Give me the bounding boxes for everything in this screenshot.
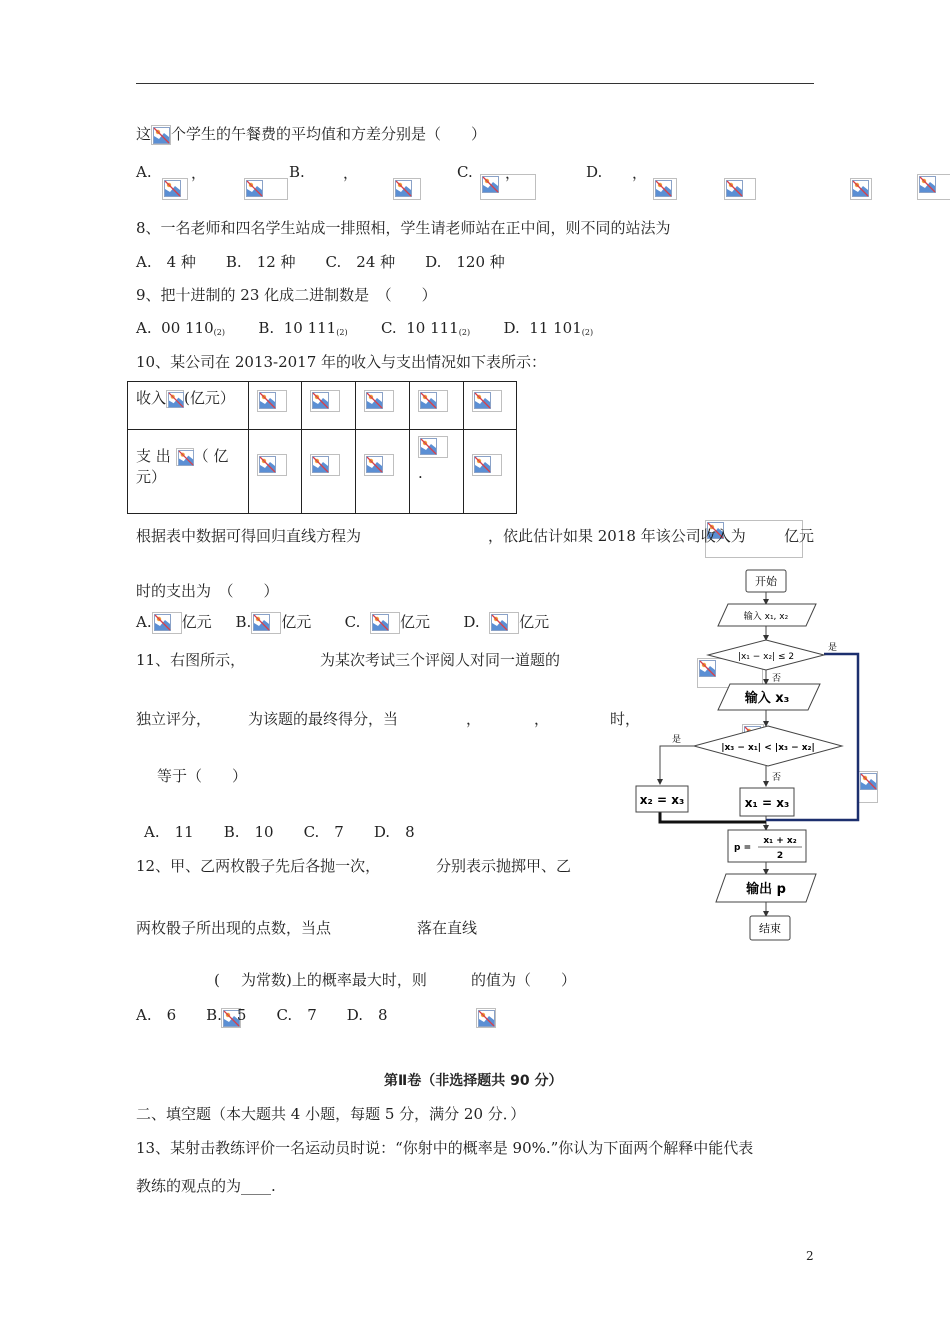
image-placeholder-icon: [366, 392, 383, 409]
table-row-label: 收入 (亿元）: [128, 382, 249, 430]
flow-no-label: 否: [772, 674, 782, 684]
image-placeholder-icon: [153, 127, 170, 144]
formula-image: [472, 390, 502, 412]
q12-options: A. 6 B. 5 C. 7 D. 8: [136, 1006, 388, 1024]
table-cell: .: [410, 430, 464, 514]
q12-line1: 12、甲、乙两枚骰子先后各抛一次，: [136, 857, 381, 875]
flow-yes-label: 是: [828, 643, 838, 653]
formula-image: [370, 612, 400, 634]
formula-image: [257, 454, 287, 476]
header-rule: [136, 83, 814, 84]
formula-image: [364, 390, 394, 412]
svg-text:是: 是: [672, 735, 682, 745]
q8-text: 8、一名老师和四名学生站成一排照相，学生请老师站在正中间，则不同的站法为: [136, 219, 671, 237]
q10-options: A. 亿元 B. 亿元 C. 亿元 D. 亿元: [136, 612, 549, 634]
formula-image: [310, 390, 340, 412]
table-row-label: 支 出 （ 亿 元）: [128, 430, 249, 514]
q10-line2: 时的支出为 （ ）: [136, 582, 279, 600]
q13-line2: 教练的观点的为____.: [136, 1177, 276, 1195]
svg-text:x₁ + x₂: x₁ + x₂: [763, 836, 797, 846]
formula-image: [472, 454, 502, 476]
table-cell: [356, 382, 410, 430]
image-placeholder-icon: [395, 180, 412, 197]
image-placeholder-icon: [312, 392, 329, 409]
table-cell: [464, 430, 517, 514]
formula-image: [166, 390, 184, 408]
table-cell: [302, 430, 356, 514]
table-cell: [249, 430, 302, 514]
image-placeholder-icon: [259, 456, 276, 473]
svg-text:x₂ = x₃: x₂ = x₃: [639, 793, 685, 807]
image-placeholder-icon: [474, 392, 491, 409]
formula-image: [850, 178, 872, 200]
formula-image: [489, 612, 519, 634]
formula-image: [393, 178, 421, 200]
flowchart: [630, 565, 870, 945]
image-placeholder-icon: [246, 180, 263, 197]
image-placeholder-icon: [478, 1010, 495, 1027]
table-cell: [410, 382, 464, 430]
svg-text:|x₁ − x₂| ≤ 2: |x₁ − x₂| ≤ 2: [737, 652, 795, 662]
formula-image: [152, 612, 182, 634]
formula-image: [476, 1008, 496, 1028]
q7-options: A.: [136, 163, 152, 181]
formula-image: [310, 454, 340, 476]
image-placeholder-icon: [852, 180, 869, 197]
formula-image: [364, 454, 394, 476]
income-expense-table: [127, 381, 517, 514]
image-placeholder-icon: [259, 392, 276, 409]
q12-line2: 两枚骰子所出现的点数，当点: [136, 919, 332, 937]
q10-text: 10、某公司在 2013-2017 年的收入与支出情况如下表所示：: [136, 353, 547, 371]
image-placeholder-icon: [420, 392, 437, 409]
q8-options: A. 4 种 B. 12 种 C. 24 种 D. 120 种: [136, 253, 505, 271]
svg-text:|x₃ − x₁| < |x₃ − x₂|: |x₃ − x₁| < |x₃ − x₂|: [721, 743, 815, 753]
svg-text:x₁ = x₃: x₁ = x₃: [744, 796, 790, 810]
flow-end-label: 结束: [759, 922, 781, 935]
image-placeholder-icon: [420, 438, 437, 455]
svg-text:2: 2: [776, 851, 784, 861]
table-cell: [356, 430, 410, 514]
q11-line2: 独立评分，: [136, 710, 212, 728]
image-placeholder-icon: [491, 614, 508, 631]
image-placeholder-icon: [474, 456, 491, 473]
formula-image: [418, 436, 448, 458]
q10-line1: 根据表中数据可得回归直线方程为: [136, 527, 362, 545]
formula-image: [251, 612, 281, 634]
formula-image: [176, 448, 194, 466]
svg-text:输入 x₁, x₂: 输入 x₁, x₂: [743, 612, 789, 622]
q13-line1: 13、某射击教练评价一名运动员时说：“你射中的概率是 90%.”你认为下面两个解释中能代表: [136, 1139, 754, 1157]
image-placeholder-icon: [482, 176, 499, 193]
image-placeholder-icon: [312, 456, 329, 473]
table-cell: [464, 382, 517, 430]
q9-text: 9、把十进制的 23 化成二进制数是 （ ）: [136, 286, 437, 304]
formula-image: [724, 178, 756, 200]
q7-line: 这 个学生的午餐费的平均值和方差分别是（ ）: [136, 125, 487, 143]
image-placeholder-icon: [178, 450, 194, 466]
formula-image: [257, 390, 287, 412]
formula-image: [418, 390, 448, 412]
formula-image: [653, 178, 677, 200]
image-placeholder-icon: [154, 614, 171, 631]
formula-image: [244, 178, 288, 200]
table-cell: [302, 382, 356, 430]
svg-text:p =: p =: [734, 843, 752, 853]
svg-text:输出 p: 输出 p: [746, 882, 786, 897]
table-cell: [249, 382, 302, 430]
image-placeholder-icon: [919, 176, 936, 193]
q11-line1: 11、右图所示，: [136, 651, 246, 669]
image-placeholder-icon: [366, 456, 383, 473]
page-number: 2: [806, 1249, 814, 1263]
q9-options: A. 00 $110_{(2)}$ B. 10 $111_{(2)}$ C. 10 $111_{(2)}$ D. 11 $101_{(2)}$: [136, 319, 594, 337]
image-placeholder-icon: [164, 180, 181, 197]
formula-image: [917, 174, 950, 200]
q11-options: A. 11 B. 10 C. 7 D. 8: [144, 823, 415, 841]
svg-text:输入 x₃: 输入 x₃: [744, 691, 790, 706]
flow-start-label: 开始: [755, 575, 777, 588]
formula-image: [162, 178, 188, 200]
svg-text:否: 否: [772, 773, 782, 783]
image-placeholder-icon: [253, 614, 270, 631]
fill-heading: 二、填空题（本大题共 4 小题，每题 5 分，满分 20 分．）: [136, 1105, 526, 1123]
image-placeholder-icon: [372, 614, 389, 631]
image-placeholder-icon: [655, 180, 672, 197]
image-placeholder-icon: [726, 180, 743, 197]
section-title: 第Ⅱ卷（非选择题共 90 分）: [384, 1073, 563, 1089]
image-placeholder-icon: [168, 392, 184, 408]
formula-image: [151, 125, 171, 145]
